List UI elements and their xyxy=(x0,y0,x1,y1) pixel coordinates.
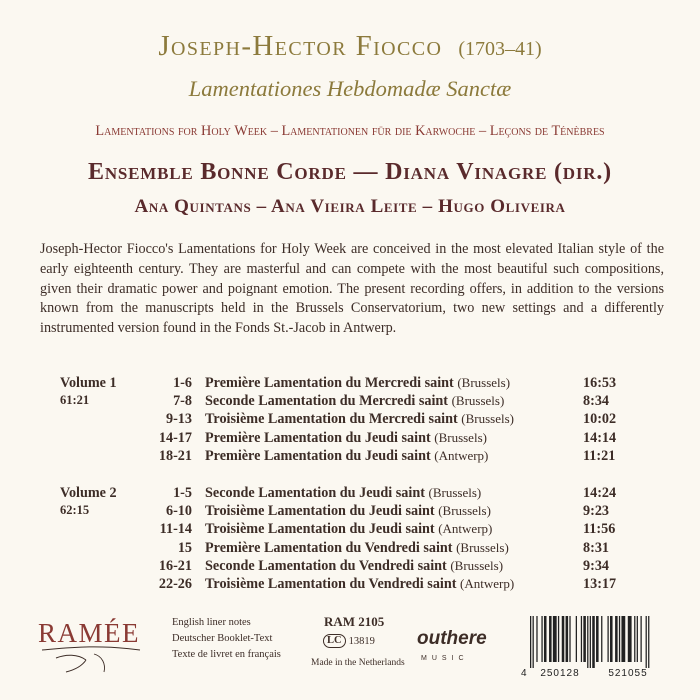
ensemble-credit: Ensemble Bonne Corde — Diana Vinagre (dir.) xyxy=(88,159,612,185)
track-source: (Brussels) xyxy=(461,411,514,427)
barcode-bar xyxy=(583,616,586,662)
track-source: (Brussels) xyxy=(456,539,509,555)
barcode-bar xyxy=(549,616,552,662)
barcode-bar xyxy=(533,616,534,668)
track-numbers: 15 xyxy=(177,539,192,556)
track-title: Troisième Lamentation du Jeudi saint xyxy=(205,503,435,520)
barcode-bar xyxy=(634,616,635,662)
track-title: Seconde Lamentation du Vendredi saint xyxy=(205,557,447,574)
volume-total-time: 62:15 xyxy=(60,503,90,518)
track-numbers: 1-5 xyxy=(173,485,192,501)
track-numbers: 16-21 xyxy=(158,557,192,574)
track-duration: 13:17 xyxy=(583,576,617,592)
ramee-logo-text: RAMÉE xyxy=(38,618,140,648)
track-row xyxy=(0,375,700,395)
track-row xyxy=(0,540,700,560)
liner-note-french: Texte de livret en français xyxy=(172,649,281,660)
track-source: (Antwerp) xyxy=(460,576,515,591)
volume-label: Volume 1 xyxy=(60,375,117,391)
track-duration: 16:53 xyxy=(583,375,617,391)
barcode-bars xyxy=(530,616,649,668)
track-title-line xyxy=(205,485,481,502)
track-duration: 9:34 xyxy=(583,557,610,574)
track-title: Seconde Lamentation du Mercredi saint xyxy=(205,393,449,410)
track-numbers: 6-10 xyxy=(165,503,192,520)
barcode-bar xyxy=(619,616,620,662)
track-title-line xyxy=(205,503,491,520)
barcode-bar xyxy=(646,616,647,668)
track-row xyxy=(0,430,700,450)
track-row xyxy=(0,576,700,596)
track-duration: 11:56 xyxy=(583,521,616,538)
track-duration: 9:23 xyxy=(583,503,610,520)
album-description: Joseph-Hector Fiocco's Lamentations for Holy Week are conceived in the most elevated Italian style of the early eighteenth century. They are masterful and can compete with the most beautiful such compositions, given their dramatic power and poignant emotion. The present recording offers, in addition to the versions known from the manuscripts held in the Brussels Conservatorium, two new settings and a differently instrumented version found in the Fonds St.-Jacob in Antwerp. xyxy=(40,241,664,337)
barcode-bar xyxy=(590,616,591,668)
lc-number: 13819 xyxy=(348,635,375,647)
track-numbers: 22-26 xyxy=(158,576,192,592)
barcode-bar xyxy=(569,616,570,662)
barcode-bar xyxy=(621,616,625,662)
barcode xyxy=(520,614,670,678)
track-source: (Brussels) xyxy=(428,485,482,500)
track-row xyxy=(0,448,700,468)
track-title-line xyxy=(205,393,504,410)
barcode-bar xyxy=(536,616,537,662)
track-duration: 10:02 xyxy=(583,411,617,428)
made-in-text: Made in the Netherlands xyxy=(311,658,405,668)
track-title: Première Lamentation du Jeudi saint xyxy=(205,447,431,464)
catalog-number: RAM 2105 xyxy=(324,614,385,629)
singers-credit: Ana Quintans – Ana Vieira Leite – Hugo Oliveira xyxy=(134,196,566,217)
track-numbers: 18-21 xyxy=(158,447,192,464)
volume-total-time: 61:21 xyxy=(60,393,90,408)
barcode-digits-left: 250128 xyxy=(540,668,580,678)
barcode-bar xyxy=(637,616,638,662)
track-source: (Brussels) xyxy=(434,429,487,445)
track-duration: 8:31 xyxy=(583,539,610,556)
barcode-bar xyxy=(530,616,531,668)
barcode-bar xyxy=(541,616,542,662)
work-title: Lamentationes Hebdomadæ Sanctæ xyxy=(188,76,512,101)
track-title-line xyxy=(205,540,509,557)
track-row xyxy=(0,393,700,413)
track-title-line xyxy=(205,448,488,465)
composer-dates: (1703–41) xyxy=(458,38,542,60)
track-source: (Brussels) xyxy=(457,375,511,390)
track-title-line xyxy=(205,375,510,392)
track-numbers: 11-14 xyxy=(159,521,192,538)
track-title-line xyxy=(205,558,503,575)
track-duration: 14:24 xyxy=(583,485,617,501)
track-duration: 8:34 xyxy=(583,393,610,410)
barcode-bar xyxy=(566,616,569,662)
outhere-logo-text: outhere xyxy=(417,628,487,649)
composer-name: Joseph-Hector Fiocco xyxy=(158,30,443,62)
composer-header xyxy=(0,30,700,63)
track-title: Première Lamentation du Jeudi saint xyxy=(205,429,431,446)
track-row xyxy=(0,521,700,541)
track-title-line xyxy=(205,430,487,447)
barcode-bar xyxy=(581,616,582,662)
barcode-bar xyxy=(601,616,602,662)
track-duration: 14:14 xyxy=(583,429,617,446)
barcode-bar xyxy=(558,616,559,662)
track-duration: 11:21 xyxy=(583,447,616,464)
barcode-bar xyxy=(596,616,599,662)
volume-label: Volume 2 xyxy=(60,485,117,501)
track-source: (Antwerp) xyxy=(434,447,489,463)
liner-note-english: English liner notes xyxy=(172,617,251,628)
barcode-bar xyxy=(576,616,577,662)
barcode-digits-right: 521055 xyxy=(608,668,648,678)
track-source: (Brussels) xyxy=(450,557,504,573)
barcode-bar xyxy=(640,616,641,662)
label-code xyxy=(323,634,375,648)
track-row xyxy=(0,503,700,523)
track-title: Première Lamentation du Mercredi saint xyxy=(205,375,454,391)
track-row xyxy=(0,411,700,431)
track-title: Troisième Lamentation du Vendredi saint xyxy=(205,576,457,592)
track-title: Troisième Lamentation du Jeudi saint xyxy=(205,521,435,538)
ramee-logo xyxy=(36,614,146,674)
track-title: Seconde Lamentation du Jeudi saint xyxy=(205,485,425,501)
track-row xyxy=(0,558,700,578)
track-numbers: 9-13 xyxy=(165,411,192,428)
track-title-line xyxy=(205,521,492,538)
barcode-bar xyxy=(544,616,547,662)
track-numbers: 14-17 xyxy=(158,429,192,446)
liner-note-german: Deutscher Booklet-Text xyxy=(172,633,273,644)
barcode-bar xyxy=(628,616,632,662)
track-title-line xyxy=(205,576,514,593)
lc-mark: LC xyxy=(323,634,346,648)
barcode-digit-first: 4 xyxy=(521,668,527,678)
track-numbers: 1-6 xyxy=(173,375,192,391)
outhere-logo xyxy=(417,618,499,668)
barcode-bar xyxy=(562,616,565,662)
barcode-bar xyxy=(587,616,588,668)
outhere-logo-subtext: MUSIC xyxy=(421,655,469,662)
track-title: Troisième Lamentation du Mercredi saint xyxy=(205,411,458,428)
track-title-line xyxy=(205,411,514,428)
track-source: (Brussels) xyxy=(438,503,491,519)
barcode-bar xyxy=(610,616,613,662)
translated-subtitles: Lamentations for Holy Week – Lamentationen für die Karwoche – Leçons de Ténèbres xyxy=(95,123,605,139)
barcode-bar xyxy=(553,616,557,662)
track-title: Première Lamentation du Vendredi saint xyxy=(205,539,453,556)
track-source: (Brussels) xyxy=(451,393,505,409)
track-source: (Antwerp) xyxy=(438,521,493,537)
barcode-bar xyxy=(648,616,649,668)
barcode-bar xyxy=(615,616,618,662)
track-row xyxy=(0,485,700,505)
barcode-bar xyxy=(607,616,608,662)
track-numbers: 7-8 xyxy=(173,393,192,410)
barcode-bar xyxy=(592,616,595,668)
